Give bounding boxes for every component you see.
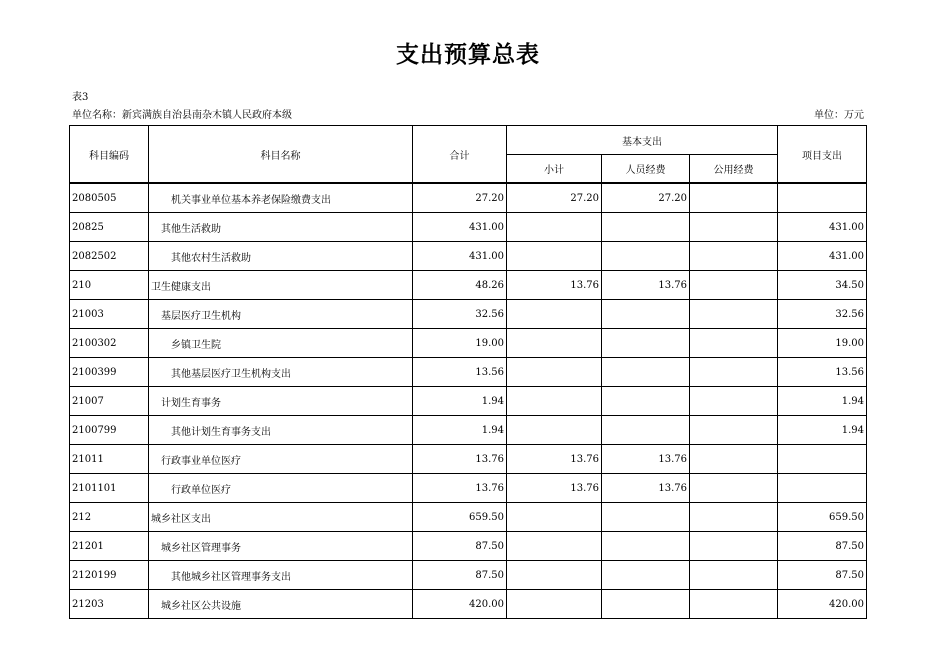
page-title: 支出预算总表: [396, 42, 540, 68]
table-row: [70, 445, 867, 474]
cell-total: 13.76: [413, 445, 507, 474]
header-name: 科目名称: [149, 126, 413, 184]
cell-personnel: [602, 329, 690, 358]
cell-public: [690, 213, 778, 242]
cell-subtotal: [507, 503, 602, 532]
cell-public: [690, 358, 778, 387]
cell-subtotal: [507, 416, 602, 445]
cell-name: 乡镇卫生院: [149, 329, 413, 358]
table-row: [70, 213, 867, 242]
cell-subtotal: 13.76: [507, 445, 602, 474]
header-code: 科目编码: [70, 126, 149, 184]
cell-total: 87.50: [413, 532, 507, 561]
table-number: 表3: [72, 92, 89, 103]
cell-total: 659.50: [413, 503, 507, 532]
cell-name: 其他农村生活救助: [149, 242, 413, 271]
header-public: 公用经费: [690, 155, 778, 184]
cell-subtotal: 27.20: [507, 183, 602, 213]
cell-project: 13.56: [778, 358, 867, 387]
header-project: 项目支出: [778, 126, 867, 184]
table-row: [70, 387, 867, 416]
cell-code: 210: [70, 271, 149, 300]
cell-personnel: 13.76: [602, 271, 690, 300]
cell-name: 基层医疗卫生机构: [149, 300, 413, 329]
cell-code: 21003: [70, 300, 149, 329]
cell-code: 212: [70, 503, 149, 532]
cell-name: 其他城乡社区管理事务支出: [149, 561, 413, 590]
cell-subtotal: [507, 561, 602, 590]
cell-personnel: [602, 561, 690, 590]
header-personnel: 人员经费: [602, 155, 690, 184]
cell-subtotal: 13.76: [507, 474, 602, 503]
cell-code: 2101101: [70, 474, 149, 503]
cell-total: 48.26: [413, 271, 507, 300]
cell-code: 2082502: [70, 242, 149, 271]
cell-name: 其他生活救助: [149, 213, 413, 242]
cell-name: 行政事业单位医疗: [149, 445, 413, 474]
cell-subtotal: [507, 300, 602, 329]
cell-total: 87.50: [413, 561, 507, 590]
table-row: [70, 242, 867, 271]
cell-name: 城乡社区支出: [149, 503, 413, 532]
cell-subtotal: [507, 532, 602, 561]
cell-total: 431.00: [413, 213, 507, 242]
cell-personnel: [602, 503, 690, 532]
cell-code: 2100399: [70, 358, 149, 387]
cell-public: [690, 183, 778, 213]
cell-total: 431.00: [413, 242, 507, 271]
cell-code: 20825: [70, 213, 149, 242]
cell-subtotal: [507, 213, 602, 242]
cell-subtotal: [507, 387, 602, 416]
cell-personnel: [602, 416, 690, 445]
cell-public: [690, 445, 778, 474]
cell-personnel: [602, 387, 690, 416]
cell-project: 32.56: [778, 300, 867, 329]
cell-code: 21007: [70, 387, 149, 416]
cell-personnel: [602, 590, 690, 619]
cell-public: [690, 300, 778, 329]
cell-project: 431.00: [778, 242, 867, 271]
cell-subtotal: 13.76: [507, 271, 602, 300]
cell-total: 1.94: [413, 387, 507, 416]
cell-project: [778, 183, 867, 213]
cell-personnel: [602, 242, 690, 271]
cell-project: 87.50: [778, 532, 867, 561]
cell-public: [690, 242, 778, 271]
unit-label: 单位：万元: [814, 110, 864, 121]
table-row: [70, 590, 867, 619]
cell-code: 2120199: [70, 561, 149, 590]
cell-total: 420.00: [413, 590, 507, 619]
cell-subtotal: [507, 358, 602, 387]
cell-public: [690, 271, 778, 300]
header-total: 合计: [413, 126, 507, 184]
cell-name: 其他基层医疗卫生机构支出: [149, 358, 413, 387]
cell-name: 卫生健康支出: [149, 271, 413, 300]
table-row: [70, 503, 867, 532]
cell-project: 1.94: [778, 387, 867, 416]
cell-public: [690, 416, 778, 445]
header-subtotal: 小计: [507, 155, 602, 184]
cell-personnel: [602, 300, 690, 329]
cell-code: 21203: [70, 590, 149, 619]
cell-project: [778, 474, 867, 503]
table-row: [70, 474, 867, 503]
cell-project: 1.94: [778, 416, 867, 445]
cell-public: [690, 329, 778, 358]
table-row: [70, 329, 867, 358]
cell-name: 计划生育事务: [149, 387, 413, 416]
cell-personnel: 13.76: [602, 474, 690, 503]
cell-project: [778, 445, 867, 474]
unit-name: 单位名称：新宾满族自治县南杂木镇人民政府本级: [72, 110, 292, 121]
cell-code: 21201: [70, 532, 149, 561]
cell-name: 行政单位医疗: [149, 474, 413, 503]
cell-subtotal: [507, 242, 602, 271]
cell-code: 2100799: [70, 416, 149, 445]
cell-personnel: 13.76: [602, 445, 690, 474]
cell-personnel: [602, 532, 690, 561]
table-row: [70, 358, 867, 387]
cell-personnel: [602, 358, 690, 387]
cell-name: 城乡社区管理事务: [149, 532, 413, 561]
cell-total: 1.94: [413, 416, 507, 445]
cell-project: 19.00: [778, 329, 867, 358]
table-row: [70, 183, 867, 213]
cell-public: [690, 532, 778, 561]
cell-code: 2080505: [70, 183, 149, 213]
cell-total: 13.76: [413, 474, 507, 503]
cell-subtotal: [507, 329, 602, 358]
cell-personnel: [602, 213, 690, 242]
cell-public: [690, 503, 778, 532]
cell-project: 87.50: [778, 561, 867, 590]
table-row: [70, 532, 867, 561]
cell-project: 431.00: [778, 213, 867, 242]
cell-total: 19.00: [413, 329, 507, 358]
cell-public: [690, 590, 778, 619]
cell-project: 659.50: [778, 503, 867, 532]
cell-name: 其他计划生育事务支出: [149, 416, 413, 445]
table-row: [70, 561, 867, 590]
table-row: [70, 271, 867, 300]
cell-code: 2100302: [70, 329, 149, 358]
table-row: [70, 416, 867, 445]
cell-public: [690, 474, 778, 503]
cell-total: 13.56: [413, 358, 507, 387]
cell-name: 机关事业单位基本养老保险缴费支出: [149, 183, 413, 213]
cell-project: 34.50: [778, 271, 867, 300]
table-body: [70, 183, 867, 619]
cell-public: [690, 561, 778, 590]
budget-table: [69, 125, 867, 619]
cell-total: 27.20: [413, 183, 507, 213]
header-basic: 基本支出: [507, 126, 778, 155]
cell-personnel: 27.20: [602, 183, 690, 213]
table-row: [70, 300, 867, 329]
cell-name: 城乡社区公共设施: [149, 590, 413, 619]
cell-public: [690, 387, 778, 416]
cell-total: 32.56: [413, 300, 507, 329]
cell-project: 420.00: [778, 590, 867, 619]
cell-code: 21011: [70, 445, 149, 474]
cell-subtotal: [507, 590, 602, 619]
